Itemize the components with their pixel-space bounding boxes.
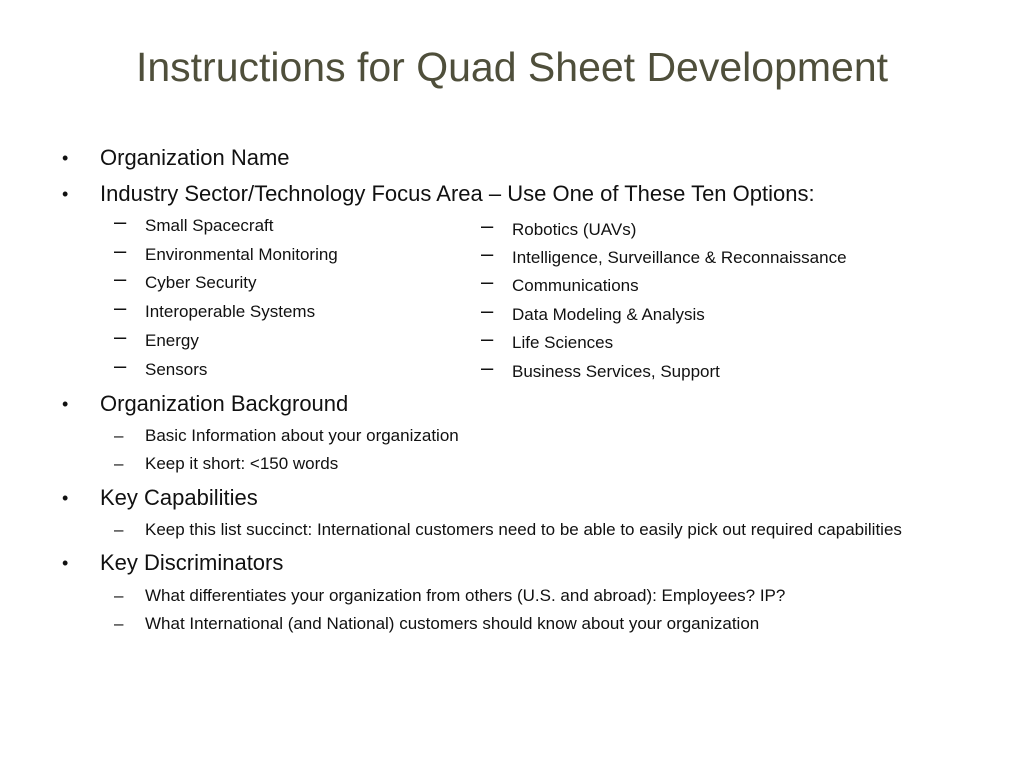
option-label: Interoperable Systems [145,302,316,321]
dash-icon: – [114,426,124,445]
dash-icon: – [481,213,494,238]
bullet-label: Key Discriminators [100,550,284,575]
option-label: Intelligence, Surveillance & Reconnaissance [512,248,847,267]
option-label: Data Modeling & Analysis [512,305,705,324]
dash-icon: – [481,241,494,266]
dash-icon: – [114,295,127,320]
bullet-label: Organization Background [100,391,349,416]
option-label: Sensors [145,360,208,379]
sub-item-label: What International (and National) customers should know about your organization [145,614,760,633]
dash-icon: – [114,614,124,633]
slide-title: Instructions for Quad Sheet Development [135,44,889,90]
bullet-icon: • [62,553,69,573]
dash-icon: – [481,269,494,294]
option-label: Business Services, Support [512,362,720,381]
dash-icon: – [481,326,494,351]
option-label: Environmental Monitoring [145,245,338,264]
sub-item-label: Basic Information about your organization [145,426,459,445]
option-label: Life Sciences [512,333,614,352]
option-label: Communications [512,276,639,295]
bullet-icon: • [62,148,69,168]
option-label: Energy [145,331,199,350]
dash-icon: – [481,298,494,323]
dash-icon: – [114,209,127,234]
dash-icon: – [114,266,127,291]
bullet-label: Key Capabilities [100,485,258,510]
option-label: Small Spacecraft [145,216,274,235]
dash-icon: – [114,454,124,473]
dash-icon: – [481,355,494,380]
sub-item-label: Keep this list succinct: International customers need to be able to easily pick out required capabilities [145,520,902,539]
dash-icon: – [114,586,124,605]
dash-icon: – [114,353,127,378]
option-label: Cyber Security [145,273,257,292]
sub-item-label: What differentiates your organization from others (U.S. and abroad): Employees? IP? [145,586,786,605]
dash-icon: – [114,324,127,349]
bullet-label: Industry Sector/Technology Focus Area – Use One of These Ten Options: [100,181,815,206]
sub-item-label: Keep it short: <150 words [145,454,339,473]
option-label: Robotics (UAVs) [512,220,637,239]
bullet-label: Organization Name [100,145,290,170]
dash-icon: – [114,520,124,539]
bullet-icon: • [62,488,69,508]
bullet-icon: • [62,394,69,414]
dash-icon: – [114,238,127,263]
bullet-icon: • [62,184,69,204]
